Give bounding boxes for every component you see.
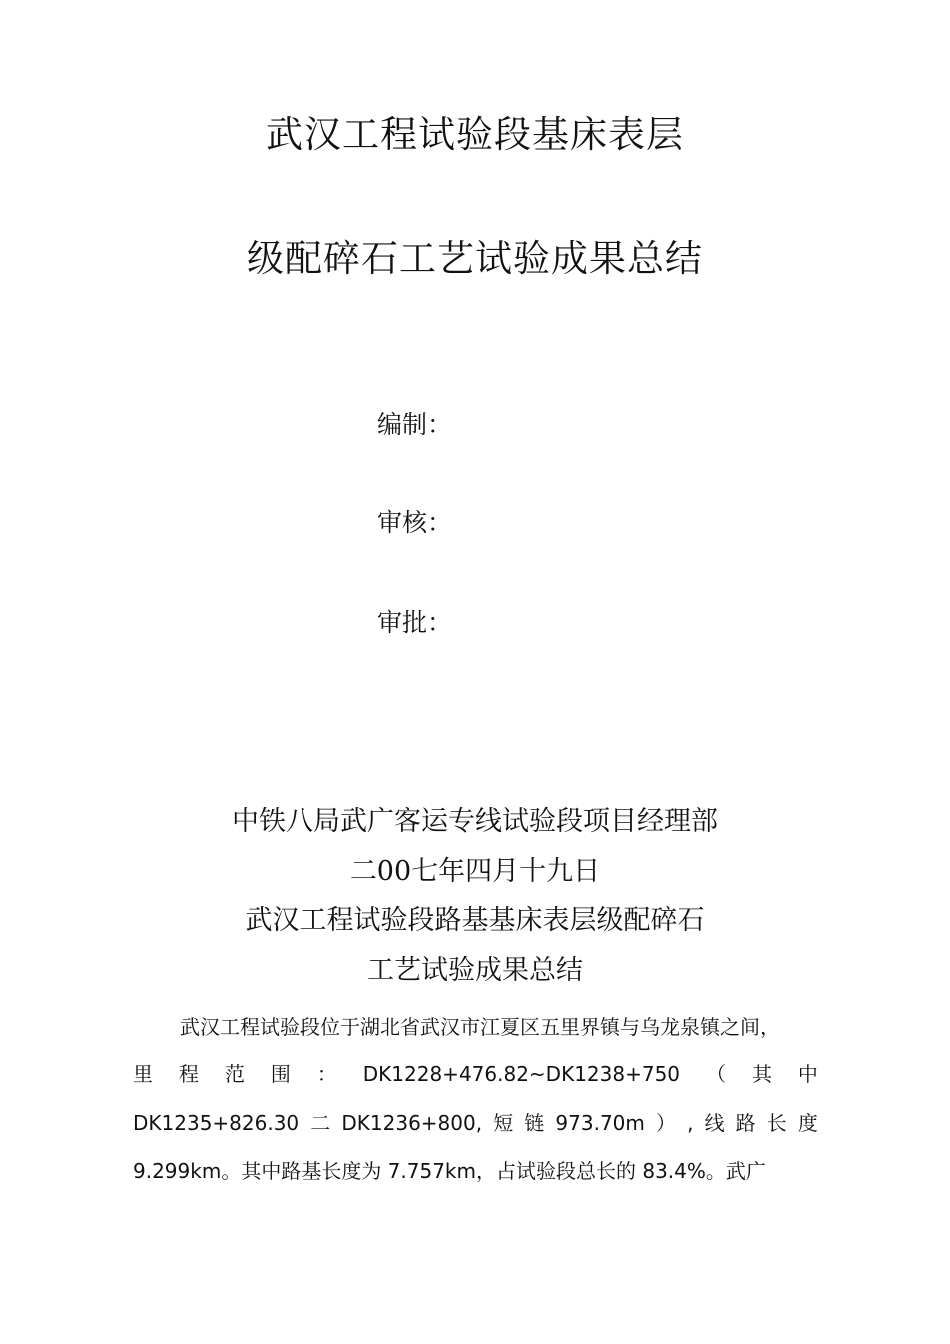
short-chain-length: 973.70m (555, 1111, 645, 1135)
body-text-fragment: 中 (797, 1062, 818, 1086)
document-title-line-1: 武汉工程试验段基床表层 (266, 113, 684, 156)
body-text-fragment: 线 (704, 1111, 725, 1135)
body-text-line-1: 武汉工程试验段位于湖北省武汉市江夏区五里界镇与乌龙泉镇之间， (180, 1015, 780, 1039)
reviewed-by-label: 审核： (377, 508, 453, 537)
body-text-fragment: 范 (224, 1062, 245, 1086)
body-text-fragment: 其 (751, 1062, 772, 1086)
organization-name: 中铁八局武广客运专线试验段项目经理部 (232, 806, 718, 837)
body-text-line-2 (133, 1064, 818, 1084)
mileage-end: DK1236+800, (341, 1111, 483, 1135)
body-text-fragment: （ (705, 1062, 726, 1086)
document-title-line-2: 级配碎石工艺试验成果总结 (247, 237, 703, 280)
approved-by-label: 审批： (377, 608, 453, 637)
body-text-fragment: 链 (524, 1111, 545, 1135)
body-text-fragment: 度 (797, 1111, 818, 1135)
section-title-line-2: 工艺试验成果总结 (367, 955, 583, 986)
body-text-fragment: 二 (310, 1111, 331, 1135)
body-text-fragment: 短 (493, 1111, 514, 1135)
section-title-line-1: 武汉工程试验段路基基床表层级配碎石 (245, 905, 705, 936)
compiled-by-label: 编制： (377, 410, 453, 439)
mileage-start: DK1235+826.30 (133, 1111, 300, 1135)
body-text-fragment: 里 (133, 1062, 153, 1086)
body-text-line-4: 9.299km。其中路基长度为 7.757km，占试验段总长的 83.4%。武广 (133, 1159, 766, 1183)
body-text-fragment: 程 (178, 1062, 199, 1086)
body-text-fragment: ） (655, 1111, 676, 1135)
body-text-fragment: 围 (270, 1062, 291, 1086)
body-text-fragment: 长 (766, 1111, 787, 1135)
body-text-line-3 (133, 1113, 818, 1133)
body-text-fragment: ： (316, 1062, 337, 1086)
mileage-range: DK1228+476.82~DK1238+750 (362, 1062, 681, 1086)
document-date: 二00七年四月十九日 (349, 856, 601, 887)
body-text-fragment: 路 (735, 1111, 756, 1135)
body-text-fragment: , (687, 1111, 694, 1135)
